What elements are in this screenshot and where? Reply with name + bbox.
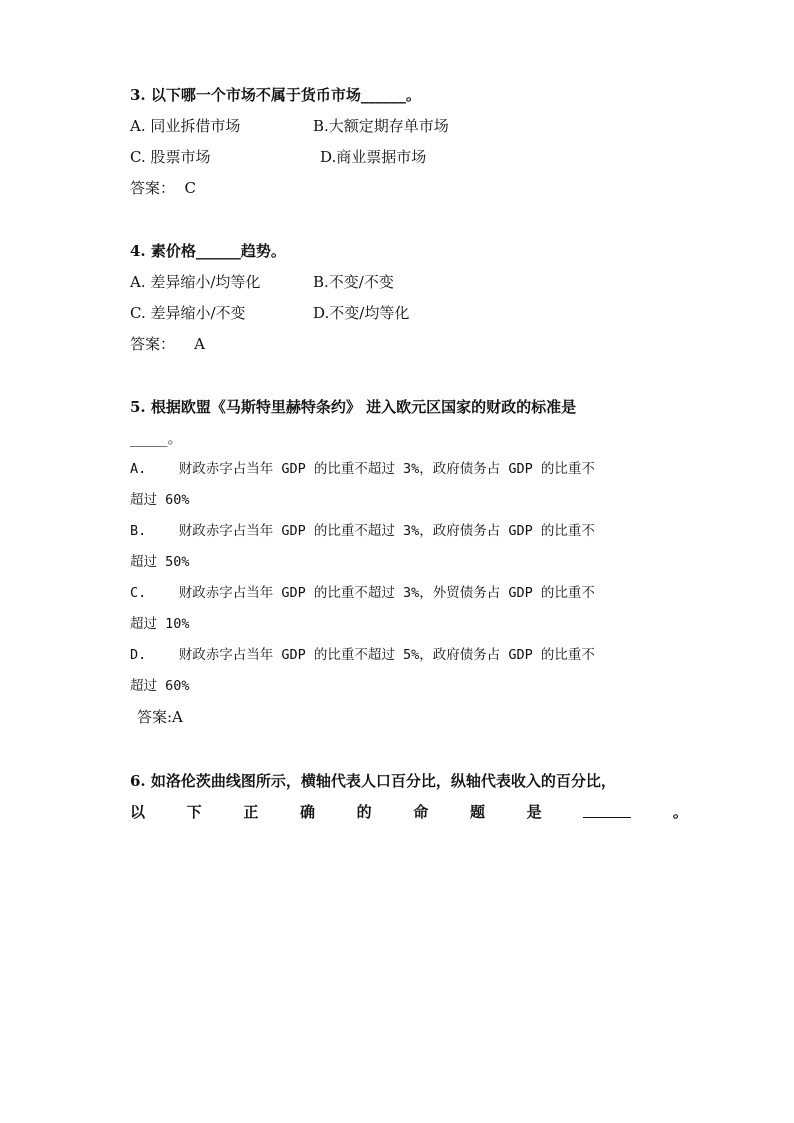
q3-option-a: A. 同业拆借市场 [130, 117, 241, 135]
q4-title: 4. 素价格______趋势。 [130, 242, 286, 260]
q6-char: 确 [299, 803, 315, 821]
q6-title: 6. 如洛伦茨曲线图所示，横轴代表人口百分比，纵轴代表收入的百分比， [130, 772, 616, 790]
q5-option-b-line1: B. 财政赤字占当年 GDP 的比重不超过 3%，政府债务占 GDP 的比重不 [130, 523, 595, 539]
q6-char: 题 [469, 803, 485, 821]
answer-blank [583, 803, 631, 818]
q3-title: 3. 以下哪一个市场不属于货币市场______。 [130, 86, 421, 104]
q6-char: 以 [130, 803, 146, 821]
q5-option-b-line2: 超过 50% [130, 554, 190, 570]
q3-answer: 答案： C [130, 179, 197, 197]
q5-title: 5. 根据欧盟《马斯特里赫特条约》 进入欧元区国家的财政的标准是 [130, 398, 577, 416]
q6-char: 正 [243, 803, 259, 821]
q5-option-a-line1: A. 财政赤字占当年 GDP 的比重不超过 3%，政府债务占 GDP 的比重不 [130, 461, 595, 477]
q5-option-d-line1: D. 财政赤字占当年 GDP 的比重不超过 5%，政府债务占 GDP 的比重不 [130, 647, 595, 663]
q5-option-a-line2: 超过 60% [130, 492, 190, 508]
q5-option-d-line2: 超过 60% [130, 678, 190, 694]
q5-title-continued: _____。 [130, 429, 183, 447]
q3-option-b: B.大额定期存单市场 [313, 117, 449, 135]
q3-option-d: D.商业票据市场 [320, 148, 427, 166]
q6-char: 的 [356, 803, 372, 821]
q4-option-c: C. 差异缩小/不变 [130, 304, 246, 322]
q6-line-end: 。 [672, 803, 688, 821]
q4-answer: 答案： A [130, 335, 205, 353]
q4-option-a: A. 差异缩小/均等化 [130, 273, 261, 291]
q4-option-d: D.不变/均等化 [313, 304, 410, 322]
q6-char: 命 [413, 803, 429, 821]
q6-char: 下 [186, 803, 202, 821]
q4-option-b: B.不变/不变 [313, 273, 394, 291]
q3-option-c: C. 股票市场 [130, 148, 211, 166]
q6-char: 是 [526, 803, 542, 821]
q5-answer: 答案:A [137, 708, 183, 726]
q5-option-c-line2: 超过 10% [130, 616, 190, 632]
q5-option-c-line1: C. 财政赤字占当年 GDP 的比重不超过 3%，外贸债务占 GDP 的比重不 [130, 585, 595, 601]
q6-line2 [130, 803, 688, 821]
